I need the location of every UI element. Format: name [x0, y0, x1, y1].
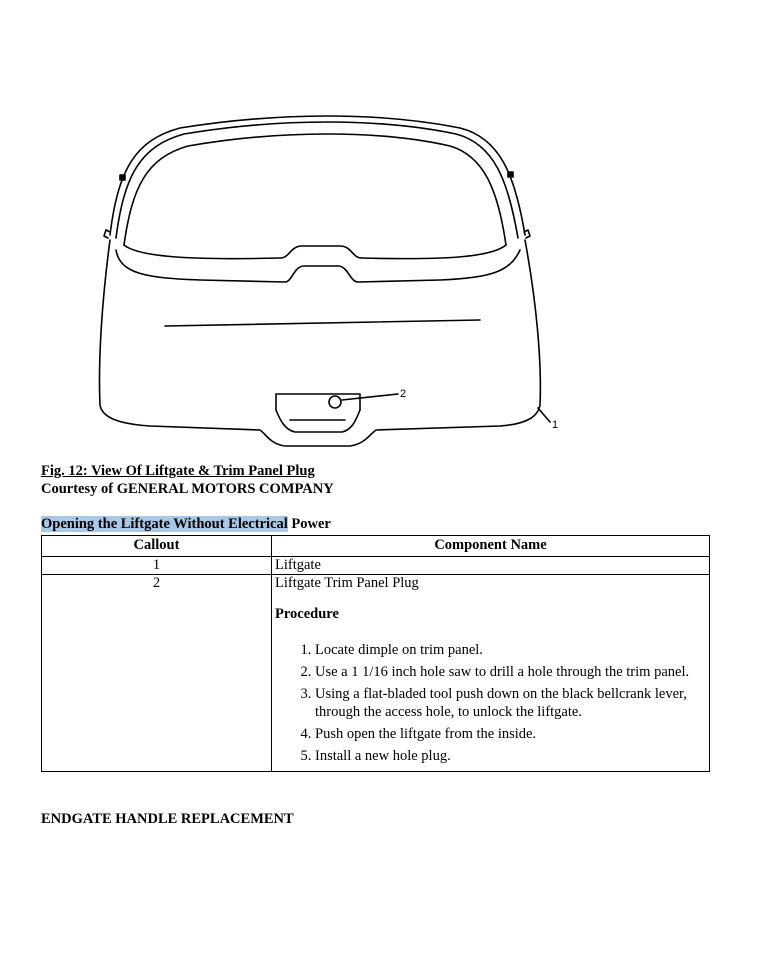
table-header-row	[42, 536, 710, 557]
glass-bottom	[124, 245, 506, 259]
section-title-rest: Power	[287, 516, 331, 532]
panel-recess	[116, 250, 520, 282]
row-2-component-cell	[272, 575, 710, 772]
procedure-step: 3. Using a flat-bladed tool push down on the black bellcrank lever, through the access hole, to unlock the liftgate.	[315, 685, 706, 721]
procedure-step: 5. Install a new hole plug.	[315, 747, 706, 765]
license-pocket	[276, 394, 360, 410]
callout-2-label: 2	[400, 388, 407, 400]
row-2-callout: 2	[42, 575, 272, 772]
liftgate-body	[99, 240, 540, 446]
figure-credit: Courtesy of GENERAL MOTORS COMPANY	[41, 481, 334, 497]
figure-caption: Fig. 12: View Of Liftgate & Trim Panel Plug	[41, 463, 315, 479]
glass-opening	[124, 134, 506, 245]
outer-frame-inner	[116, 122, 518, 238]
section-title-highlight: Opening the Liftgate Without Electrical	[41, 516, 288, 532]
next-section-heading: ENDGATE HANDLE REPLACEMENT	[41, 811, 294, 827]
table-row	[42, 557, 710, 575]
procedure-label: Procedure	[275, 606, 339, 622]
row-2-component: Liftgate Trim Panel Plug	[275, 575, 419, 591]
header-callout: Callout	[42, 536, 272, 557]
handle-line	[165, 320, 480, 326]
liftgate-diagram	[80, 100, 580, 460]
section-title	[41, 516, 331, 533]
callout-1-label: 1	[552, 419, 559, 431]
row-1-component: Liftgate	[272, 557, 710, 575]
header-component: Component Name	[272, 536, 710, 557]
procedure-step: 1. Locate dimple on trim panel.	[315, 641, 706, 659]
trim-panel-plug	[329, 396, 341, 408]
row-1-callout: 1	[42, 557, 272, 575]
liftgate-figure	[80, 100, 580, 460]
table-row	[42, 575, 710, 772]
component-table	[41, 535, 710, 772]
procedure-step: 2. Use a 1 1/16 inch hole saw to drill a hole through the trim panel.	[315, 663, 706, 681]
procedure-steps	[275, 641, 706, 765]
procedure-step: 4. Push open the liftgate from the inside.	[315, 725, 706, 743]
